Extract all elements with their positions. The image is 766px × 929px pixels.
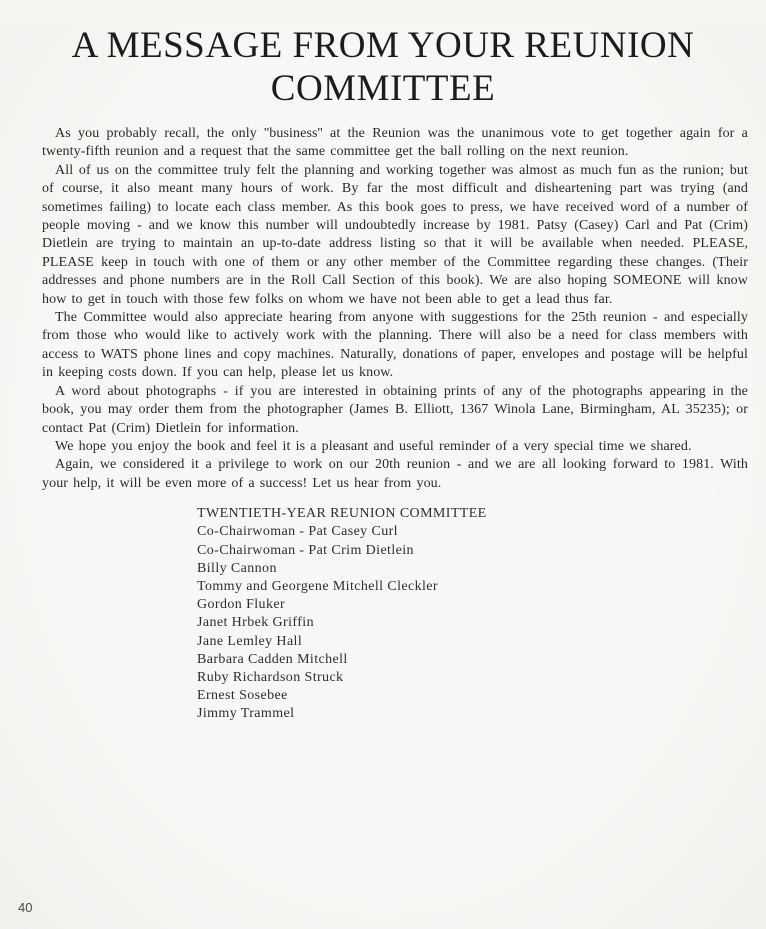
committee-member: Ruby Richardson Struck xyxy=(197,669,344,685)
committee-member: Co-Chairwoman - Pat Crim Dietlein xyxy=(197,542,414,558)
committee-member: Gordon Fluker xyxy=(197,597,286,613)
message-body xyxy=(42,125,748,493)
committee-member: Tommy and Georgene Mitchell Cleckler xyxy=(197,578,438,594)
committee-member: Billy Cannon xyxy=(197,560,277,576)
committee-member: Janet Hrbek Griffin xyxy=(197,615,314,631)
paragraph-closing: Again, we considered it a privilege to work on our 20th reunion - and we are all looking forward to 1981. With your help, it will be even more of a success! Let us hear from you. xyxy=(42,457,748,491)
committee-member: Jane Lemley Hall xyxy=(197,633,303,649)
committee-member: Barbara Cadden Mitchell xyxy=(197,651,348,667)
committee-heading: TWENTIETH-YEAR REUNION COMMITTEE xyxy=(197,506,487,522)
paragraph-enjoy-book: We hope you enjoy the book and feel it is a pleasant and useful reminder of a very special time we shared. xyxy=(55,438,692,454)
committee-member: Co-Chairwoman - Pat Casey Curl xyxy=(197,524,398,540)
paragraph-suggestions: The Committee would also appreciate hearing from anyone with suggestions for the 25th reunion - and especially from those who would like to actively work with the planning. There will also be a need for class members with access to WATS phone lines and copy machines. Naturally, donations of paper, envelopes and postage will be helpful in keeping costs down. If you can help, please let us know. xyxy=(42,310,748,381)
paragraph-intro: As you probably recall, the only ''business'' at the Reunion was the unanimous vote to get together again for a twenty-fifth reunion and a request that the same committee get the ball rolling on the next reunion. xyxy=(42,126,748,160)
committee-member: Ernest Sosebee xyxy=(197,688,288,704)
paragraph-committee-work: All of us on the committee truly felt the planning and working together was almost as much fun as the runion; but of course, it also meant many hours of work. By far the most difficult and disheartening part was trying (and sometimes failing) to locate each class member. As this book goes to press, we have received word of a number of people moving - and we know this number will undoubtedly increase by 1981. Patsy (Casey) Carl and Pat (Crim) Dietlein are trying to maintain an up-to-date address listing so that it will be available when needed. PLEASE, PLEASE keep in touch with one of them or any other member of the Committee regarding these changes. (Their addresses and phone numbers are in the Roll Call Section of this book). We are also hoping SOMEONE will know how to get in touch with those few folks on whom we have not been able to get a lead thus far. xyxy=(42,162,748,307)
committee-member: Jimmy Trammel xyxy=(197,706,295,722)
paragraph-photographs: A word about photographs - if you are interested in obtaining prints of any of the photographs appearing in the book, you may order them from the photographer (James B. Elliott, 1367 Winola Lane, Birmingham, AL 35235); or contact Pat (Crim) Dietlein for information. xyxy=(42,383,748,436)
committee-list xyxy=(197,505,766,723)
document-page xyxy=(0,24,766,929)
page-number: 40 xyxy=(18,900,33,915)
page-title: A MESSAGE FROM YOUR REUNION COMMITTEE xyxy=(71,25,695,109)
